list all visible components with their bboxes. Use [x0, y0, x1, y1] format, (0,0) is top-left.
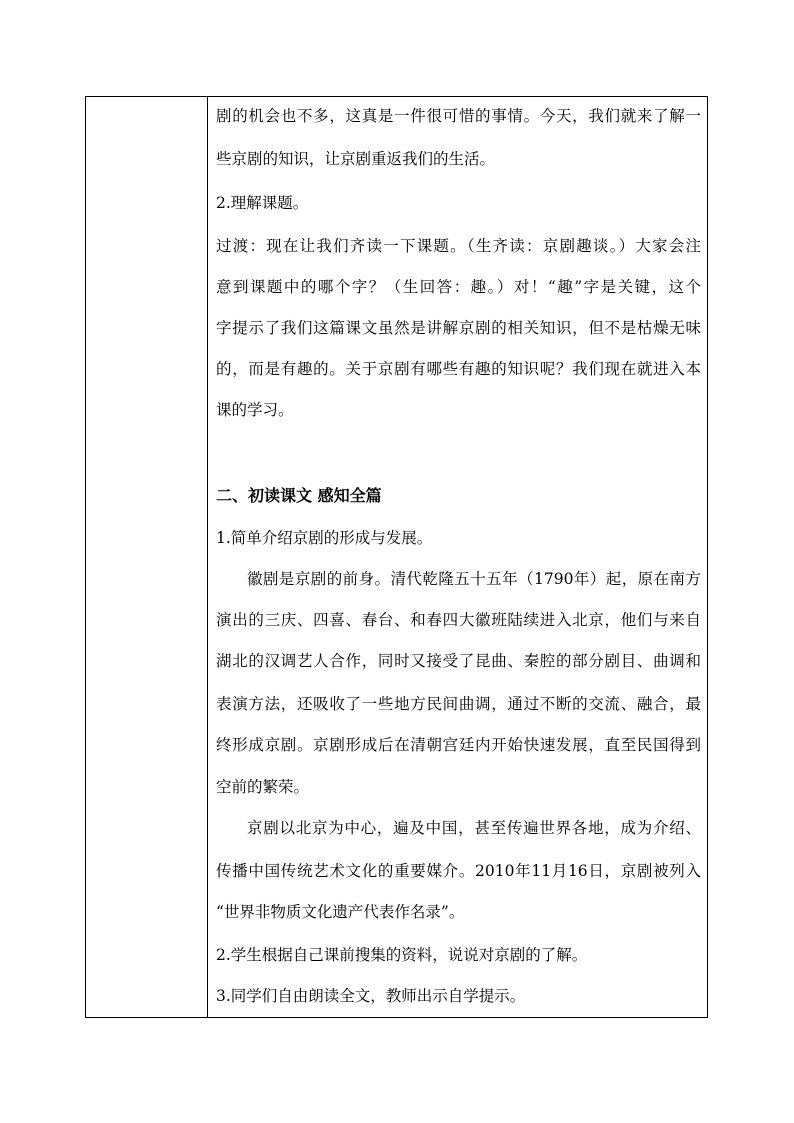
- text-line-content: 的，而是有趣的。关于京剧有哪些有趣的知识呢？我们现在就进入本: [216, 360, 701, 378]
- step-label: 2.理解课题。: [216, 194, 309, 212]
- text-line: [247, 818, 701, 838]
- text-line: 空前的繁荣。: [216, 778, 310, 796]
- text-line: [247, 569, 701, 589]
- step-label: 2.学生根据自己课前搜集的资料，说说对京剧的了解。: [216, 946, 588, 964]
- text-line: [216, 610, 701, 630]
- text-line: [216, 359, 701, 379]
- text-line-content: 表演方法，还吸收了一些地方民间曲调，通过不断的交流、融合，最: [216, 695, 701, 713]
- text-line-content: 演出的三庆、四喜、春台、和春四大徽班陆续进入北京，他们与来自: [216, 611, 701, 629]
- text-line-content: 字提示了我们这篇课文虽然是讲解京剧的相关知识，但不是枯燥无味: [216, 319, 701, 337]
- text-line-content: 湖北的汉调艺人合作，同时又接受了昆曲、秦腔的部分剧目、曲调和: [216, 652, 701, 670]
- text-line: [216, 277, 701, 297]
- text-line-content: 徽剧是京剧的前身。清代乾隆五十五年（1790年）起，原在南方: [247, 570, 701, 588]
- step-label: 3.同学们自由朗读全文，教师出示自学提示。: [216, 987, 526, 1005]
- section-heading: 二、初读课文 感知全篇: [216, 486, 382, 505]
- text-line: [216, 694, 701, 714]
- text-line-content: 意到课题中的哪个字？（生回答：趣。）对！“趣”字是关键，这个: [216, 278, 701, 296]
- text-line-content: 剧的机会也不多，这真是一件很可惜的事情。今天，我们就来了解一: [216, 107, 701, 125]
- text-line: [216, 318, 701, 338]
- text-line: [216, 651, 701, 671]
- text-line: [216, 735, 701, 755]
- text-line: 些京剧的知识，让京剧重返我们的生活。: [216, 150, 496, 168]
- step-label: 1.简单介绍京剧的形成与发展。: [216, 529, 433, 547]
- text-line: “世界非物质文化遗产代表作名录”。: [216, 903, 465, 921]
- text-line-content: 终形成京剧。京剧形成后在清朝宫廷内开始快速发展，直至民国得到: [216, 736, 701, 754]
- text-line-content: 京剧以北京为中心，遍及中国，甚至传遍世界各地，成为介绍、: [247, 819, 701, 837]
- text-line: [216, 236, 701, 256]
- lesson-plan-table: [85, 96, 708, 1018]
- text-line-content: 过渡：现在让我们齐读一下课题。（生齐读：京剧趣谈。）大家会注: [216, 237, 701, 255]
- text-line: 课的学习。: [216, 401, 294, 419]
- text-line: [216, 106, 701, 126]
- column-divider: [207, 97, 208, 1017]
- text-line: [216, 861, 701, 881]
- text-line-content: 传播中国传统艺术文化的重要媒介。2010年11月16日，京剧被列入: [216, 862, 701, 880]
